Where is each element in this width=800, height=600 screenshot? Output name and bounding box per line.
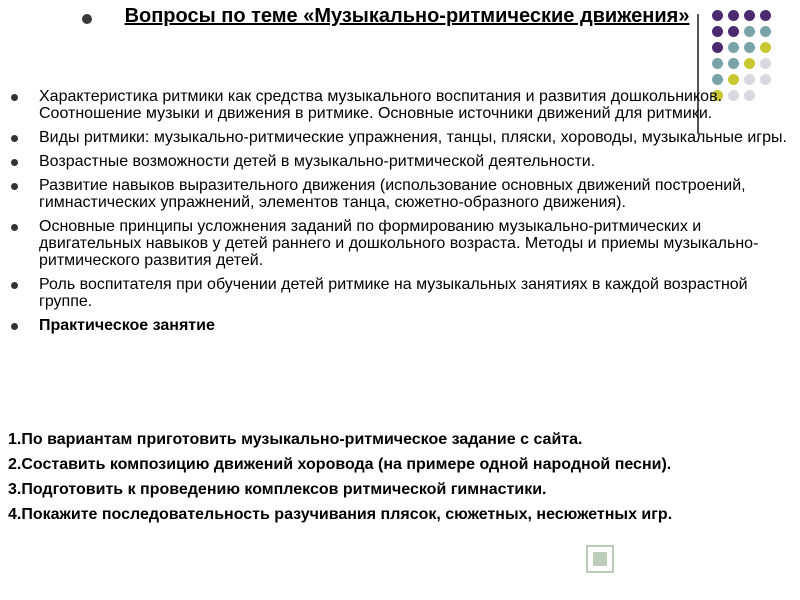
decorative-dot [760, 42, 771, 53]
decorative-dot [744, 10, 755, 21]
practice-heading [8, 317, 793, 334]
list-item [8, 153, 793, 170]
decorative-dot [744, 74, 755, 85]
task-item: 2.Составить композицию движений хоровода (на примере одной народной песни). [8, 456, 672, 473]
decorative-dot [728, 74, 739, 85]
decorative-dot [744, 42, 755, 53]
bullet-icon [11, 224, 18, 231]
list-item [8, 129, 793, 146]
list-item [8, 88, 793, 122]
list-item-text: Роль воспитателя при обучении детей ритмике на музыкальных занятиях в каждой возрастной группе. [39, 276, 748, 310]
list-item [8, 218, 793, 269]
decorative-dot [712, 26, 723, 37]
page-title: Вопросы по теме «Музыкально-ритмические движения» [124, 5, 690, 27]
decorative-dot [760, 26, 771, 37]
list-item-text: Характеристика ритмики как средства музыкального воспитания и развития дошкольников. Соотношение музыки и движения в ритмике. Основные источники движений для ритмики. [39, 88, 723, 122]
bullet-icon [11, 159, 18, 166]
task-list [8, 430, 788, 530]
list-item-text: Возрастные возможности детей в музыкально-ритмической деятельности. [39, 153, 596, 170]
decorative-dot [760, 58, 771, 69]
bullet-icon [11, 94, 18, 101]
decorative-dot [744, 58, 755, 69]
task-item: 4.Покажите последовательность разучивания плясок, сюжетных, несюжетных игр. [8, 506, 673, 523]
decorative-dot [728, 42, 739, 53]
decorative-dot [760, 74, 771, 85]
bullet-icon [11, 183, 18, 190]
decorative-dot [728, 10, 739, 21]
question-list [8, 88, 793, 341]
decorative-dot [760, 10, 771, 21]
decorative-dot [712, 58, 723, 69]
task-item: 3.Подготовить к проведению комплексов ритмической гимнастики. [8, 481, 547, 498]
bullet-icon [11, 282, 18, 289]
task-item: 1.По вариантам приготовить музыкально-ритмическое задание с сайта. [8, 431, 583, 448]
decorative-dot [712, 42, 723, 53]
bullet-icon [11, 323, 18, 330]
list-item-text: Виды ритмики: музыкально-ритмические упражнения, танцы, пляски, хороводы, музыкальные игры. [39, 129, 787, 146]
bullet-icon [82, 14, 92, 24]
list-item-text: Развитие навыков выразительного движения (использование основных движений построений, гимнастических упражнений, элементов танца, сюжетно-образного движения). [39, 177, 746, 211]
list-item [8, 276, 793, 310]
bullet-icon [11, 135, 18, 142]
watermark-icon [585, 540, 765, 580]
decorative-dot [728, 26, 739, 37]
list-item-text: Основные принципы усложнения заданий по формированию музыкально-ритмических и двигательных навыков у детей раннего и дошкольного возраста. Методы и приемы музыкально-ритмического развития детей. [39, 218, 759, 269]
decorative-dot [728, 58, 739, 69]
decorative-dot [712, 10, 723, 21]
decorative-dot [712, 74, 723, 85]
list-item [8, 177, 793, 211]
practice-heading-text: Практическое занятие [39, 317, 215, 334]
decorative-dot [744, 26, 755, 37]
